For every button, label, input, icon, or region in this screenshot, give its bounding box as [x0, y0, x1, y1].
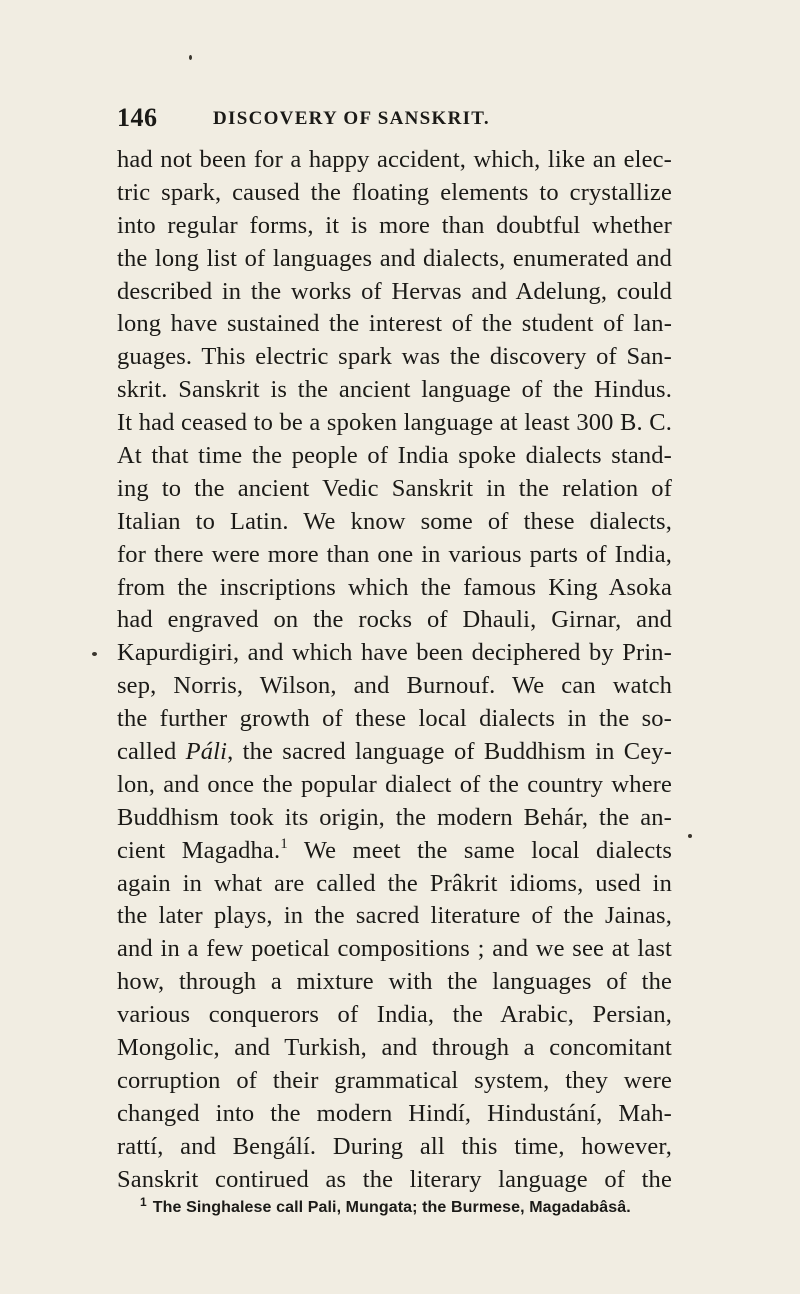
text-line: the later plays, in the sacred literature of the Jainas, — [117, 902, 672, 930]
body-text — [117, 144, 672, 1197]
text-line: It had ceased to be a spoken language at least 300 B. C. — [117, 409, 672, 437]
running-head: DISCOVERY OF SANSKRIT. — [213, 108, 490, 129]
text-line: lon, and once the popular dialect of the country where — [117, 770, 672, 798]
text-line: skrit. Sanskrit is the ancient language of the Hindus. — [117, 376, 672, 404]
text-line: and in a few poetical compositions ; and we see at last — [117, 935, 672, 963]
text-line: changed into the modern Hindí, Hindustání, Mah- — [117, 1099, 672, 1127]
print-speck — [189, 55, 192, 60]
italic-term-pali: Páli — [185, 738, 228, 766]
text-line: corruption of their grammatical system, they were — [117, 1066, 672, 1094]
text-fragment: We meet the same local dialects — [287, 836, 673, 864]
text-line: Kapurdigiri, and which have been deciphered by Prin- — [117, 639, 672, 667]
footnote — [117, 1195, 672, 1217]
text-fragment: cient Magadha. — [117, 836, 281, 864]
text-line: At that time the people of India spoke dialects stand- — [117, 442, 672, 470]
page-header — [117, 103, 667, 133]
text-line: sep, Norris, Wilson, and Burnouf. We can watch — [117, 672, 672, 700]
footnote-text: The Singhalese call Pali, Mungata; the Burmese, Magadabâsâ. — [152, 1199, 631, 1216]
text-line: guages. This electric spark was the discovery of San- — [117, 343, 672, 371]
text-line: into regular forms, it is more than doubtful whether — [117, 211, 672, 239]
footnote-mark: 1 — [140, 1195, 147, 1209]
text-line: the further growth of these local dialects in the so- — [117, 705, 672, 733]
text-fragment: called — [117, 738, 186, 766]
text-line: Buddhism took its origin, the modern Behár, the an- — [117, 803, 672, 831]
text-line: again in what are called the Prâkrit idioms, used in — [117, 869, 672, 897]
print-speck — [688, 834, 692, 838]
text-line: for there were more than one in various parts of India, — [117, 540, 672, 568]
text-line: long have sustained the interest of the student of lan- — [117, 310, 672, 338]
footnote-reference: 1 — [280, 835, 288, 852]
text-line: Sanskrit contirued as the literary language of the — [117, 1165, 672, 1193]
text-line: had not been for a happy accident, which, like an elec- — [117, 146, 672, 173]
text-line: Italian to Latin. We know some of these dialects, — [117, 507, 672, 535]
text-line: Mongolic, and Turkish, and through a concomitant — [117, 1034, 672, 1062]
text-line: had engraved on the rocks of Dhauli, Girnar, and — [117, 606, 672, 634]
text-line: various conquerors of India, the Arabic, Persian, — [117, 1001, 672, 1029]
text-line: ing to the ancient Vedic Sanskrit in the relation of — [117, 474, 672, 502]
text-line: rattí, and Bengálí. During all this time, however, — [117, 1132, 672, 1160]
text-fragment: , the sacred language of Buddhism in Cey- — [227, 738, 673, 766]
page-number: 146 — [117, 103, 158, 132]
text-line: how, through a mixture with the languages of the — [117, 968, 672, 996]
text-line-with-italic — [117, 736, 672, 769]
text-line: from the inscriptions which the famous King Asoka — [117, 573, 672, 601]
text-line: the long list of languages and dialects, enumerated and — [117, 244, 672, 272]
print-speck — [92, 652, 97, 656]
text-line: tric spark, caused the floating elements to crystallize — [117, 178, 672, 206]
text-line: described in the works of Hervas and Adelung, could — [117, 277, 672, 305]
text-line-with-footnote-ref — [117, 835, 672, 868]
